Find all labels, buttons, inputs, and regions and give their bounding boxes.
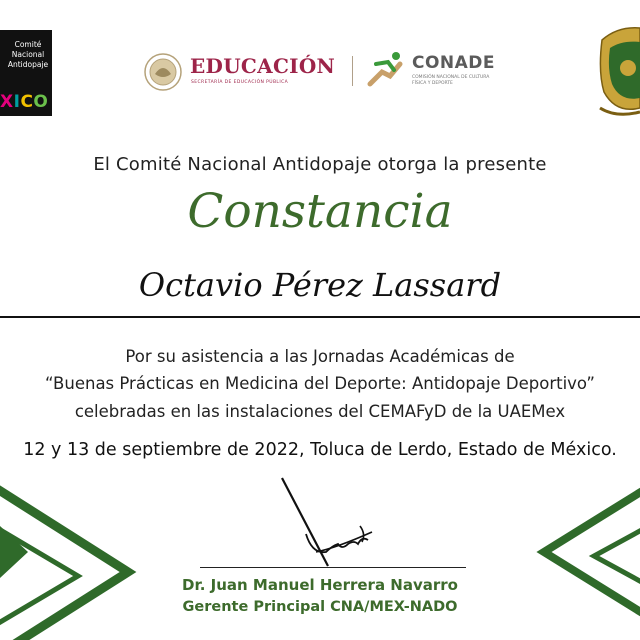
committee-logo-country: XICO (0, 92, 49, 112)
conade-runner-icon (366, 50, 410, 90)
body-line-3: celebradas en las instalaciones del CEMAFyD de la UAEMex (74, 402, 566, 421)
education-seal-icon (143, 52, 183, 92)
education-title: EDUCACIÓN (190, 54, 336, 78)
certificate-title: Constancia (187, 184, 453, 239)
committee-logo-text (4, 40, 52, 70)
signature-line (200, 567, 466, 568)
logo-separator (352, 56, 353, 86)
body-line-1: Por su asistencia a las Jornadas Académicas de (125, 347, 515, 366)
signer-name: Dr. Juan Manuel Herrera Navarro (182, 576, 458, 594)
conade-subtitle: COMISIÓN NACIONAL DE CULTURA FÍSICA Y DEPORTE (412, 75, 490, 86)
committee-logo-line1: Comité (14, 40, 42, 49)
body-line-2: “Buenas Prácticas en Medicina del Deporte: Antidopaje Deportivo” (45, 374, 595, 393)
uaemex-shield-icon (596, 22, 640, 118)
name-underline (0, 316, 640, 318)
presents-line: El Comité Nacional Antidopaje otorga la presente (93, 154, 547, 175)
recipient-name: Octavio Pérez Lassard (138, 266, 502, 304)
conade-title: CONADE (412, 53, 496, 73)
date-place: 12 y 13 de septiembre de 2022, Toluca de Lerdo, Estado de México. (23, 440, 617, 460)
committee-logo-line2: Nacional (11, 50, 45, 59)
education-subtitle: SECRETARÍA DE EDUCACIÓN PÚBLICA (191, 80, 289, 85)
committee-logo-line3: Antidopaje (7, 60, 49, 69)
signature-scribble (276, 474, 386, 574)
signer-role: Gerente Principal CNA/MEX-NADO (182, 599, 458, 615)
